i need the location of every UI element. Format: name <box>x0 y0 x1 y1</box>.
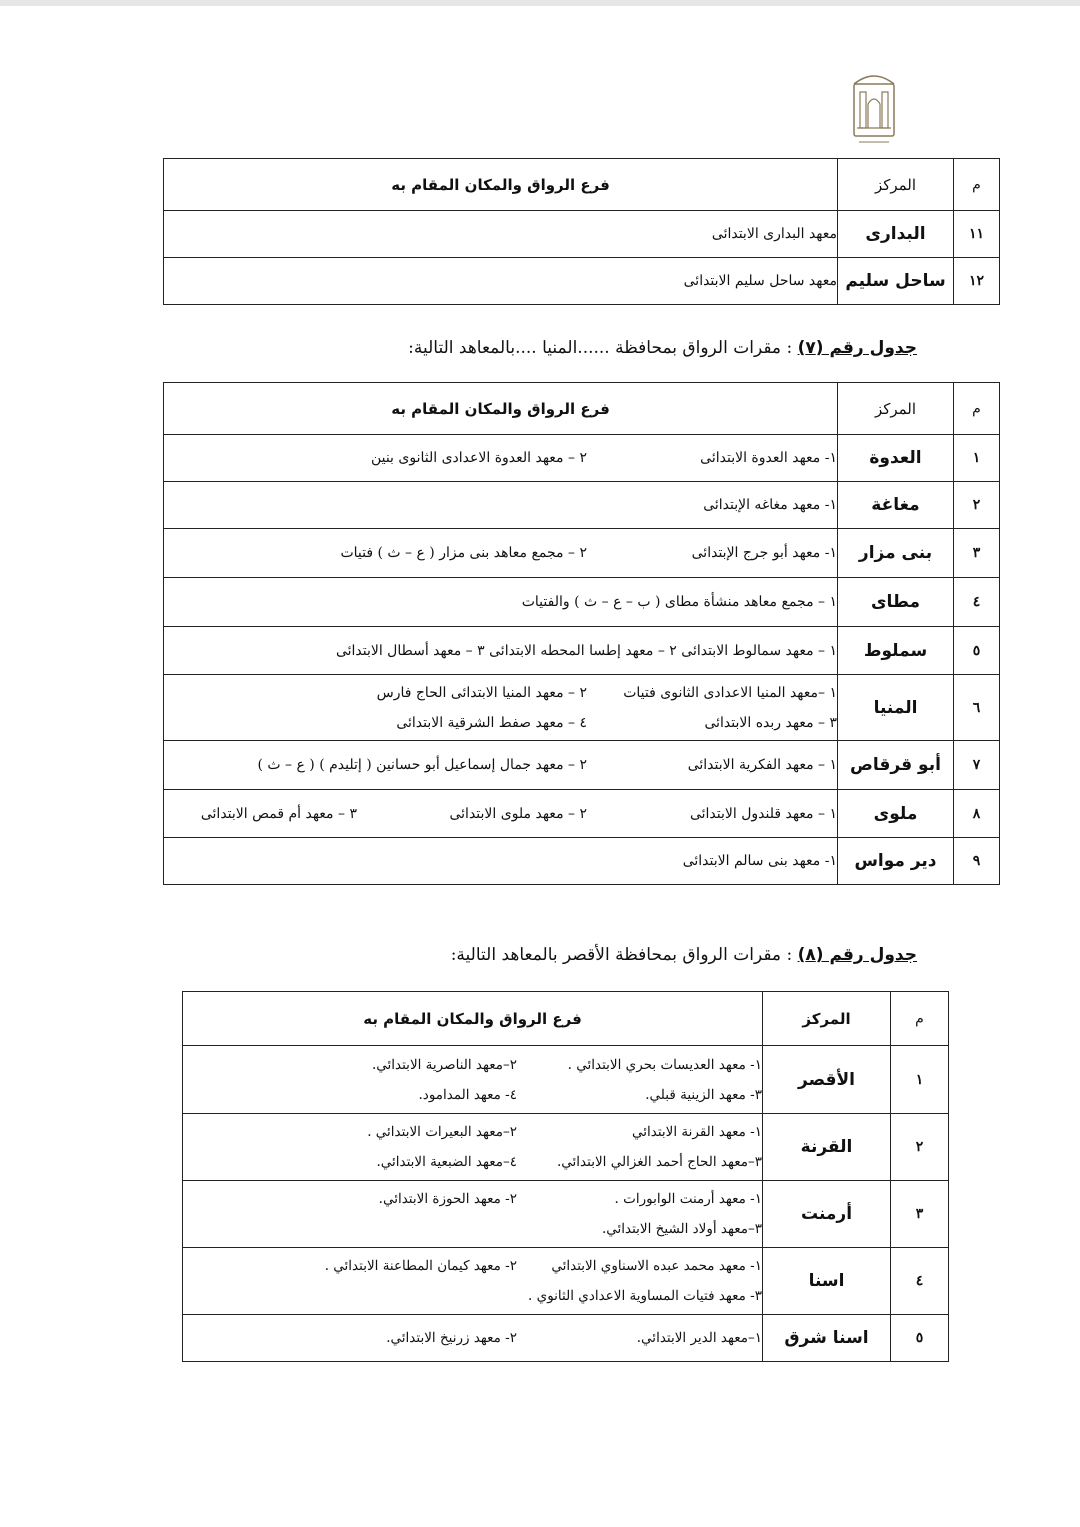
caption-text: : مقرات الرواق بمحافظة الأقصر بالمعاهد التالية: <box>450 945 798 965</box>
row-center-name: أرمنت <box>763 1181 891 1248</box>
row-number: ٩ <box>954 838 1000 885</box>
row-institutes <box>164 741 838 790</box>
row-number: ٨ <box>954 790 1000 838</box>
table-row <box>164 838 1000 885</box>
institute-line <box>164 490 837 520</box>
institute-item: ٣- معهد الزينية قبلي. <box>645 1086 762 1103</box>
caption-label: جدول رقم (٧) <box>797 338 917 358</box>
institute-line <box>183 1117 762 1147</box>
institute-item: ٢ – معهد العدوة الاعدادى الثانوى بنين <box>370 450 587 466</box>
top-scroll-strip <box>0 0 1080 6</box>
row-institutes <box>164 258 838 305</box>
institute-line <box>164 708 837 738</box>
table-row <box>183 1248 949 1315</box>
table-row <box>183 1315 949 1362</box>
row-number: ٥ <box>954 627 1000 675</box>
table-header-row <box>164 383 1000 435</box>
table-row <box>183 1181 949 1248</box>
institute-line <box>183 1251 762 1281</box>
row-center-name: اسنا <box>763 1248 891 1315</box>
row-center-name: بنى مزار <box>838 529 954 578</box>
institute-line <box>183 1323 762 1353</box>
row-institutes <box>164 435 838 482</box>
institute-item: ٢ – معهد جمال إسماعيل أبو حسانين ( إتليدم ) ( ع – ث ) <box>257 757 587 773</box>
institute-item: ١- معهد العديسات بحري الابتدائي . <box>567 1056 762 1073</box>
header-branch: فرع الرواق والمكان المقام به <box>164 383 838 435</box>
table-row <box>164 258 1000 305</box>
row-institutes <box>164 838 838 885</box>
row-center-name: البدارى <box>838 211 954 258</box>
institute-item: ٢- معهد زرنيخ الابتدائي. <box>386 1330 517 1346</box>
row-number: ٣ <box>891 1181 949 1248</box>
header-branch: فرع الرواق والمكان المقام به <box>183 992 763 1046</box>
institute-line <box>164 750 837 780</box>
row-center-name: الأقصر <box>763 1046 891 1114</box>
row-number: ٢ <box>891 1114 949 1181</box>
institute-item: ٣ – معهد ربده الابتدائى <box>704 714 837 731</box>
institute-item: ١ – معهد سمالوط الابتدائى ٢ – معهد إطسا المحطه الابتدائى ٣ – معهد أسطال الابتدائى <box>335 642 837 659</box>
table-row <box>164 529 1000 578</box>
header-center: المركز <box>838 159 954 211</box>
row-number: ٤ <box>891 1248 949 1315</box>
row-institutes <box>164 211 838 258</box>
caption-text: : مقرات الرواق بمحافظة ......المنيا ....بالمعاهد التالية: <box>408 338 798 358</box>
table-row <box>164 482 1000 529</box>
row-number: ١ <box>891 1046 949 1114</box>
table-luxor <box>182 991 949 1362</box>
institute-item: ١- معهد العدوة الابتدائى <box>700 450 837 466</box>
institute-item: ٤ – معهد صفط الشرقية الابتدائى <box>396 714 587 731</box>
row-institutes <box>183 1181 763 1248</box>
table-row <box>164 435 1000 482</box>
institute-item: ١ –معهد المنيا الاعدادى الثانوى فتيات <box>623 684 837 701</box>
header-num: م <box>891 992 949 1046</box>
caption-table-8 <box>451 945 917 965</box>
institute-item: ١ – معهد قلندول الابتدائى <box>689 805 837 822</box>
institute-item: ١- معهد القرنة الابتدائي <box>631 1124 762 1140</box>
row-institutes <box>183 1315 763 1362</box>
institute-item: ٣- معهد فتيات المساوية الاعدادي الثانوي . <box>528 1288 762 1304</box>
row-center-name: ساحل سليم <box>838 258 954 305</box>
table-row <box>164 578 1000 627</box>
institute-line <box>183 1184 762 1214</box>
row-center-name: دير مواس <box>838 838 954 885</box>
institute-line <box>164 636 837 666</box>
institute-line <box>164 799 837 829</box>
row-institutes <box>164 578 838 627</box>
header-center: المركز <box>838 383 954 435</box>
institute-item: ١- معهد أرمنت الوابورات . <box>614 1191 762 1207</box>
institute-line <box>164 678 837 708</box>
row-institutes <box>164 790 838 838</box>
row-institutes <box>164 482 838 529</box>
row-center-name: العدوة <box>838 435 954 482</box>
institute-line <box>183 1050 762 1080</box>
institute-item: معهد ساحل سليم الابتدائى <box>683 273 837 289</box>
institute-item: ٢ – معهد ملوى الابتدائى <box>449 805 587 822</box>
institute-item: ٣–معهد الحاج أحمد الغزالي الابتدائي. <box>557 1154 762 1170</box>
row-institutes <box>164 675 838 741</box>
row-number: ١٢ <box>954 258 1000 305</box>
row-number: ٢ <box>954 482 1000 529</box>
row-institutes <box>164 627 838 675</box>
institute-item: ١- معهد أبو جرج الإبتدائى <box>691 545 837 561</box>
header-center: المركز <box>763 992 891 1046</box>
institute-line <box>183 1080 762 1110</box>
institute-item: ١ – معهد الفكرية الابتدائى <box>687 757 837 773</box>
row-number: ٤ <box>954 578 1000 627</box>
institute-item: ٣ – معهد أم قمص الابتدائى <box>200 805 357 822</box>
row-center-name: ملوى <box>838 790 954 838</box>
row-center-name: اسنا شرق <box>763 1315 891 1362</box>
institute-line <box>183 1281 762 1311</box>
institute-line <box>164 846 837 876</box>
institute-line <box>164 538 837 568</box>
institute-item: ٤- معهد المدامود. <box>418 1086 517 1103</box>
table-header-row <box>164 159 1000 211</box>
institute-item: ٢ – معهد المنيا الابتدائى الحاج فارس <box>376 684 587 701</box>
row-institutes <box>183 1046 763 1114</box>
table-row <box>183 1114 949 1181</box>
institute-line <box>164 219 837 249</box>
caption-label: جدول رقم (٨) <box>797 945 917 965</box>
row-center-name: مغاغة <box>838 482 954 529</box>
institute-item: معهد البدارى الابتدائى <box>711 226 837 242</box>
institute-item: ١ – مجمع معاهد منشأة مطاى ( ب – ع – ث ) والفتيات <box>521 594 837 610</box>
header-branch: فرع الرواق والمكان المقام به <box>164 159 838 211</box>
institute-item: ٢ – مجمع معاهد بنى مزار ( ع – ث ) فتيات <box>340 545 587 561</box>
row-number: ٣ <box>954 529 1000 578</box>
table-row <box>164 675 1000 741</box>
row-number: ١ <box>954 435 1000 482</box>
row-institutes <box>183 1114 763 1181</box>
institute-line <box>183 1214 762 1244</box>
institute-item: ١- معهد محمد عبده الاسناوي الابتدائي <box>551 1258 762 1274</box>
row-institutes <box>164 529 838 578</box>
table-row <box>183 1046 949 1114</box>
institute-line <box>164 587 837 617</box>
table-row <box>164 741 1000 790</box>
row-number: ٧ <box>954 741 1000 790</box>
al-azhar-emblem-icon <box>851 70 897 148</box>
institute-line <box>164 266 837 296</box>
row-center-name: مطاى <box>838 578 954 627</box>
institute-item: ٢–معهد البعيرات الابتدائي . <box>367 1124 517 1140</box>
table-continued <box>163 158 1000 305</box>
row-center-name: القرنة <box>763 1114 891 1181</box>
institute-item: ٢- معهد الحوزة الابتدائي. <box>378 1191 517 1207</box>
institute-line <box>164 443 837 473</box>
header-num: م <box>954 383 1000 435</box>
table-minya <box>163 382 1000 885</box>
row-center-name: المنيا <box>838 675 954 741</box>
table-row <box>164 211 1000 258</box>
table-row <box>164 790 1000 838</box>
institute-item: ٤–معهد الضبعية الابتدائي. <box>376 1154 517 1170</box>
institute-item: ٢- معهد كيمان المطاعنة الابتدائي . <box>324 1258 517 1274</box>
institute-line <box>183 1147 762 1177</box>
row-number: ١١ <box>954 211 1000 258</box>
institute-item: ١- معهد مغاغه الإبتدائى <box>703 497 837 513</box>
institute-item: ١–معهد الدير الابتدائي. <box>636 1330 762 1346</box>
row-center-name: سملوط <box>838 627 954 675</box>
row-institutes <box>183 1248 763 1315</box>
row-number: ٦ <box>954 675 1000 741</box>
caption-table-7 <box>408 338 917 358</box>
row-center-name: أبو قرقاص <box>838 741 954 790</box>
header-num: م <box>954 159 1000 211</box>
row-number: ٥ <box>891 1315 949 1362</box>
institute-item: ٣–معهد أولاد الشيخ الابتدائي. <box>601 1221 762 1237</box>
institute-item: ٢–معهد الناصرية الابتدائي. <box>371 1056 517 1073</box>
table-row <box>164 627 1000 675</box>
table-header-row <box>183 992 949 1046</box>
institute-item: ١- معهد بنى سالم الابتدائى <box>682 853 837 869</box>
